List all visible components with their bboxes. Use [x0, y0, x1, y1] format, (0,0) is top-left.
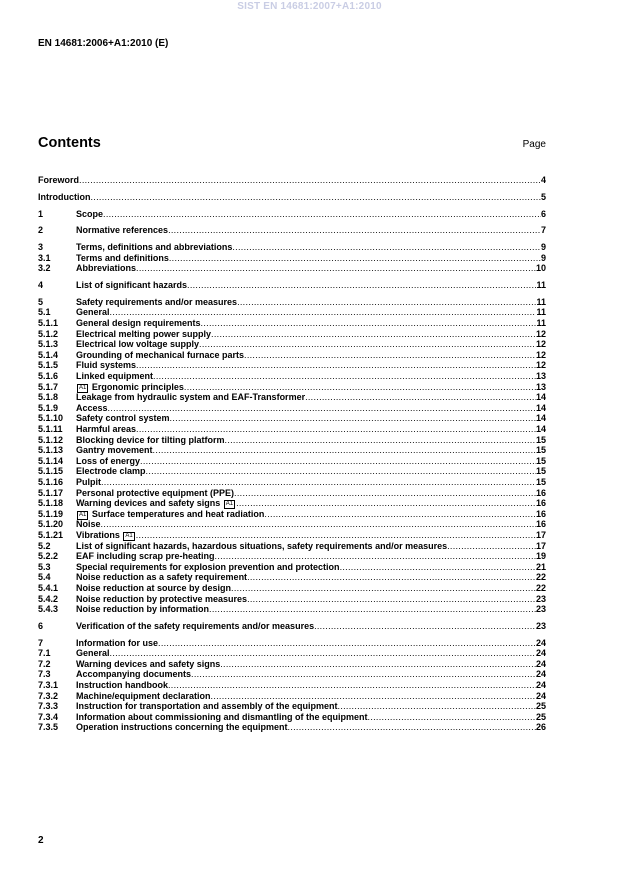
dot-leader: [201, 318, 537, 329]
toc-entry-title-wrap: [76, 722, 288, 733]
toc-entry[interactable]: [38, 371, 546, 382]
watermark: SIST EN 14681:2007+A1:2010: [237, 1, 382, 12]
toc-entry-page: 10: [535, 263, 546, 274]
toc-entry-number: 5.4.1: [38, 582, 59, 593]
toc-entry-page: 7: [540, 225, 546, 236]
toc-entry-title-wrap: [76, 551, 215, 562]
toc-entry-number: 5.1.19: [38, 508, 64, 519]
dot-leader: [314, 621, 536, 632]
dot-leader: [220, 659, 536, 670]
toc-entry[interactable]: [38, 297, 546, 308]
toc-entry-title: Linked equipment: [76, 371, 154, 382]
toc-entry-page: 11: [536, 280, 546, 291]
toc-entry-title: EAF including scrap pre-heating: [76, 551, 215, 562]
amendment-close-marker-icon: A1: [125, 532, 133, 539]
toc-entry-title-wrap: [76, 562, 340, 573]
toc-entry-title-wrap: [76, 648, 110, 659]
toc-entry[interactable]: [38, 192, 546, 203]
toc-entry-title: Gantry movement: [76, 445, 153, 456]
toc-entry[interactable]: [38, 551, 546, 562]
toc-entry-number: 7: [38, 637, 44, 648]
toc-entry-number: 5.1.10: [38, 413, 64, 424]
toc-entry-title-wrap: [76, 466, 146, 477]
dot-leader: [264, 509, 536, 520]
toc-entry[interactable]: [38, 339, 546, 350]
dot-leader: [244, 350, 536, 361]
dot-leader: [305, 392, 536, 403]
toc-entry-title: Noise reduction by information: [76, 604, 210, 615]
toc-entry-page: 23: [535, 593, 546, 604]
dot-leader: [340, 562, 536, 573]
toc-entry[interactable]: [38, 659, 546, 670]
dot-leader: [234, 488, 536, 499]
toc-entry-number: 3.2: [38, 263, 51, 274]
toc-entry-page: 15: [535, 455, 546, 466]
toc-entry-title: Instruction handbook: [76, 680, 168, 691]
toc-entry-title: Introduction: [38, 191, 91, 202]
toc-entry[interactable]: [38, 242, 546, 253]
toc-entry[interactable]: [38, 175, 546, 186]
toc-entry-number: 7.1: [38, 648, 51, 659]
toc-entry[interactable]: [38, 648, 546, 659]
dot-leader: [170, 413, 536, 424]
dot-leader: [338, 701, 536, 712]
toc-entry[interactable]: [38, 403, 546, 414]
toc-entry[interactable]: [38, 225, 546, 236]
toc-entry-page: 25: [535, 701, 546, 712]
toc-entry-title-wrap: [76, 519, 101, 530]
toc-entry-page: 22: [535, 582, 546, 593]
dot-leader: [368, 712, 536, 723]
toc-entry-page: 17: [535, 540, 546, 551]
toc-entry-page: 12: [535, 339, 546, 350]
dot-leader: [211, 329, 536, 340]
toc-entry-number: 7.3.3: [38, 701, 59, 712]
toc-entry-number: 7.3.4: [38, 711, 59, 722]
toc-entry-title-wrap: [76, 572, 247, 583]
toc-entry-page: 11: [536, 318, 546, 329]
toc-entry-title-wrap: [76, 659, 220, 670]
toc-entry-title: Special requirements for explosion prevention and protection: [76, 561, 340, 572]
toc-entry-page: 13: [535, 371, 546, 382]
toc-entry-title: Noise: [76, 519, 101, 530]
dot-leader: [211, 691, 536, 702]
toc-entry-page: 4: [540, 175, 546, 185]
toc-entry-title: Accompanying documents: [76, 669, 192, 680]
toc-entry-title-wrap: [76, 318, 201, 329]
toc-entry-page: 15: [535, 466, 546, 477]
toc-entry-title: Fluid systems: [76, 360, 137, 371]
toc-entry[interactable]: [38, 701, 546, 712]
dot-leader: [247, 572, 536, 583]
toc-entry-title-wrap: [76, 242, 232, 253]
toc-entry-page: 24: [535, 648, 546, 659]
dot-leader: [136, 530, 536, 541]
toc-entry[interactable]: [38, 488, 546, 499]
toc-entry-title: Electrical melting power supply: [76, 328, 212, 339]
toc-entry-number: 3.1: [38, 252, 51, 263]
toc-entry-title-wrap: [76, 541, 447, 552]
toc-entry-title-wrap: [76, 638, 158, 649]
dot-leader: [237, 297, 536, 308]
toc-entry-number: 5.1.11: [38, 424, 63, 434]
toc-entry-number: 5.1.16: [38, 476, 64, 487]
toc-entry-number: 5.1.18: [38, 498, 64, 509]
toc-entry-page: 13: [535, 381, 546, 392]
toc-entry-title: Terms, definitions and abbreviations: [76, 242, 233, 253]
toc-entry-page: 22: [535, 572, 546, 583]
toc-entry-page: 16: [535, 519, 546, 530]
toc-entry-number: 5.1.13: [38, 445, 64, 456]
toc-entry[interactable]: [38, 519, 546, 530]
dot-leader: [79, 175, 541, 186]
toc-entry-number: 5.1.5: [38, 360, 59, 371]
toc-entry[interactable]: [38, 594, 546, 605]
document-id: EN 14681:2006+A1:2010 (E): [38, 38, 169, 49]
toc-entry[interactable]: [38, 498, 546, 509]
toc-entry-title-wrap: [76, 280, 187, 291]
toc-entry-title: Noise reduction at source by design: [76, 582, 232, 593]
dot-leader: [231, 583, 536, 594]
toc-entry-page: 9: [540, 252, 546, 263]
toc-entry-number: 5.2.2: [38, 551, 59, 562]
toc-entry-number: 5.1.6: [38, 371, 59, 382]
amendment-open-marker-icon: A1: [79, 511, 87, 518]
toc-entry-number: 5.1.8: [38, 392, 59, 403]
dot-leader: [168, 680, 536, 691]
dot-leader: [215, 551, 536, 562]
toc-entry[interactable]: [38, 509, 546, 520]
toc-entry-number: 5.1.2: [38, 328, 59, 339]
toc-entry-page: 15: [535, 445, 546, 456]
dot-leader: [110, 648, 536, 659]
toc-entry-title-wrap: [76, 669, 191, 680]
toc-entry-title: Terms and definitions: [76, 252, 169, 263]
toc-entry-title-wrap: [76, 477, 101, 488]
toc-entry-number: 5.4: [38, 572, 51, 583]
toc-entry-title: Personal protective equipment (PPE): [76, 487, 235, 498]
dot-leader: [110, 307, 537, 318]
toc-entry-title-wrap: [76, 371, 153, 382]
dot-leader: [146, 466, 536, 477]
toc-entry-number: 5.1.15: [38, 466, 64, 477]
toc-entry-title: Loss of energy: [76, 455, 141, 466]
toc-entry-number: 5.1: [38, 307, 51, 318]
toc-entry-title: Operation instructions concerning the equipment: [76, 722, 288, 733]
toc-entry-page: 24: [535, 680, 546, 691]
toc-entry-title-wrap: [76, 604, 209, 615]
toc-entry-number: 4: [38, 280, 44, 291]
toc-entry-page: 23: [535, 620, 546, 631]
toc-entry-number: 5.1.4: [38, 349, 59, 360]
toc-entry-title-wrap: [76, 253, 169, 264]
toc-entry[interactable]: [38, 541, 546, 552]
dot-leader: [191, 669, 536, 680]
dot-leader: [153, 371, 536, 382]
toc-entry[interactable]: [38, 638, 546, 649]
toc-entry-page: 12: [535, 349, 546, 360]
toc-entry-title: Blocking device for tilting platform: [76, 434, 225, 445]
toc-entry-title-wrap: [76, 594, 247, 605]
toc-entry-number: 1: [38, 208, 44, 219]
toc-entry-title: Warning devices and safety signs: [76, 658, 221, 669]
amendment-close-marker-icon: A1: [225, 501, 234, 508]
toc-entry-title: Safety control system: [76, 413, 170, 424]
toc-entry-page: 26: [535, 722, 546, 733]
toc-entry-number: 7.3.2: [38, 690, 59, 701]
toc-entry[interactable]: [38, 621, 546, 632]
toc-entry-page: 11: [536, 307, 546, 318]
toc-entry-title-wrap: [76, 413, 170, 424]
toc-entry[interactable]: [38, 329, 546, 340]
toc-entry[interactable]: [38, 572, 546, 583]
toc-entry-title-wrap: [76, 583, 231, 594]
toc-entry-page: 6: [540, 208, 546, 219]
toc-entry-number: 5.3: [38, 561, 51, 572]
toc-entry-title: Vibrations: [76, 529, 120, 540]
toc-entry-page: 14: [535, 424, 546, 434]
toc-entry-title-wrap: [76, 225, 168, 236]
toc-entry-title: Harmful areas: [76, 424, 137, 434]
toc-entry-number: 5.1.20: [38, 519, 64, 530]
toc-entry-page: 9: [540, 242, 546, 253]
toc-entry-title: Machine/equipment declaration: [76, 690, 211, 701]
amendment-open-marker-icon: A1: [79, 384, 87, 391]
toc-entry-title-wrap: [76, 307, 110, 318]
toc-entry-title: Noise reduction as a safety requirement: [76, 572, 248, 583]
toc-entry-title-wrap: [76, 392, 305, 403]
toc-entry-title: Ergonomic principles: [91, 381, 184, 392]
toc-entry-title: List of significant hazards: [76, 280, 188, 291]
toc-entry-page: 11: [536, 296, 546, 307]
toc-entry-page: 12: [535, 328, 546, 339]
toc-entry-title: Verification of the safety requirements and/or measures: [76, 620, 315, 631]
toc-entry-title: Electrode clamp: [76, 466, 146, 477]
toc-entry[interactable]: [38, 722, 546, 733]
toc-entry-number: 6: [38, 620, 44, 631]
dot-leader: [236, 498, 536, 509]
toc-entry-number: 5.2: [38, 540, 51, 551]
toc-entry-page: 5: [540, 191, 546, 202]
toc-entry-page: 23: [535, 604, 546, 615]
toc-entry-title-wrap: [76, 403, 108, 414]
toc-entry-title-wrap: [76, 350, 244, 361]
toc-entry-page: 17: [535, 529, 546, 540]
toc-entry[interactable]: [38, 445, 546, 456]
toc-entry-page: 15: [535, 434, 546, 445]
toc-entry-title: Safety requirements and/or measures: [76, 296, 238, 307]
toc-entry-title: Leakage from hydraulic system and EAF-Transformer: [76, 392, 306, 403]
toc-entry-title-wrap: [76, 339, 199, 350]
dot-leader: [288, 722, 536, 733]
toc-entry-number: 5.4.2: [38, 593, 59, 604]
toc-entry[interactable]: [38, 350, 546, 361]
toc-entry-number: 5.1.12: [38, 434, 64, 445]
dot-leader: [184, 382, 536, 393]
dot-leader: [108, 403, 536, 414]
toc-entry[interactable]: [38, 253, 546, 264]
dot-leader: [447, 541, 536, 552]
toc-entry-title: General: [76, 648, 110, 659]
table-of-contents: [38, 175, 546, 733]
dot-leader: [140, 456, 536, 467]
toc-entry-title: Pulpit: [76, 476, 101, 487]
toc-entry-title-wrap: [76, 424, 136, 435]
toc-entry[interactable]: [38, 562, 546, 573]
toc-entry-title-wrap: [76, 209, 103, 220]
dot-leader: [103, 209, 541, 220]
toc-entry[interactable]: [38, 604, 546, 615]
dot-leader: [136, 360, 536, 371]
toc-entry-title-wrap: [76, 680, 168, 691]
toc-entry-page: 24: [535, 690, 546, 701]
toc-entry-number: 5.1.1: [38, 318, 59, 329]
toc-entry[interactable]: [38, 382, 546, 393]
toc-entry-title-wrap: [76, 509, 264, 520]
dot-leader: [209, 604, 536, 615]
toc-entry[interactable]: [38, 263, 546, 274]
toc-entry[interactable]: [38, 680, 546, 691]
page-number: 2: [38, 835, 44, 846]
toc-entry-page: 21: [535, 561, 546, 572]
dot-leader: [187, 280, 536, 291]
dot-leader: [169, 253, 541, 264]
toc-entry-title: Information for use: [76, 637, 159, 648]
toc-entry-title: List of significant hazards, hazardous situations, safety requirements and/or measures: [76, 540, 448, 551]
toc-entry-number: 7.3: [38, 669, 51, 680]
toc-entry-page: 16: [535, 498, 546, 509]
toc-entry-number: 7.3.1: [38, 680, 59, 691]
toc-entry[interactable]: [38, 413, 546, 424]
page-column-label: Page: [522, 139, 546, 150]
toc-entry-title: Information about commissioning and dismantling of the equipment: [76, 711, 368, 722]
toc-entry-title-wrap: [76, 530, 136, 541]
toc-entry-title-wrap: [76, 329, 211, 340]
dot-leader: [136, 424, 536, 435]
toc-entry-number: 7.2: [38, 658, 51, 669]
toc-entry-title: Electrical low voltage supply: [76, 339, 200, 350]
toc-entry-page: 14: [535, 392, 546, 403]
dot-leader: [232, 242, 541, 253]
toc-entry-title: Noise reduction by protective measures: [76, 593, 248, 604]
toc-entry-number: 5.1.21: [38, 529, 64, 540]
toc-entry[interactable]: [38, 280, 546, 291]
toc-entry-page: 12: [535, 360, 546, 371]
dot-leader: [101, 477, 536, 488]
toc-entry-title: General design requirements: [76, 318, 201, 329]
toc-entry-title-wrap: [76, 435, 225, 446]
toc-entry[interactable]: [38, 435, 546, 446]
dot-leader: [91, 192, 541, 203]
toc-entry[interactable]: [38, 669, 546, 680]
toc-entry[interactable]: [38, 530, 546, 541]
toc-entry[interactable]: [38, 392, 546, 403]
toc-entry[interactable]: [38, 209, 546, 220]
toc-entry[interactable]: [38, 466, 546, 477]
dot-leader: [158, 638, 536, 649]
toc-entry-page: 19: [535, 551, 546, 562]
dot-leader: [101, 519, 536, 530]
toc-entry-page: 16: [535, 487, 546, 498]
toc-entry-number: 5.1.14: [38, 455, 64, 466]
toc-entry-title: Grounding of mechanical furnace parts: [76, 349, 245, 360]
toc-entry-title: Foreword: [38, 175, 80, 185]
toc-entry-title-wrap: [76, 445, 153, 456]
dot-leader: [225, 435, 536, 446]
toc-entry-number: 2: [38, 225, 44, 236]
toc-entry-title-wrap: [76, 488, 234, 499]
toc-entry-title: Scope: [76, 208, 104, 219]
toc-entry-page: 15: [535, 476, 546, 487]
toc-entry-page: 24: [535, 658, 546, 669]
toc-entry-number: 5.1.3: [38, 339, 59, 350]
toc-entry-number: 5.1.17: [38, 487, 64, 498]
toc-entry-page: 14: [535, 402, 546, 413]
toc-entry-number: 5.1.9: [38, 402, 59, 413]
toc-entry-title-wrap: [76, 498, 236, 509]
dot-leader: [199, 339, 536, 350]
toc-entry[interactable]: [38, 318, 546, 329]
toc-entry-page: 14: [535, 413, 546, 424]
toc-entry-title-wrap: [38, 175, 79, 186]
toc-entry-title-wrap: [76, 297, 237, 308]
toc-entry-title-wrap: [76, 263, 136, 274]
toc-entry[interactable]: [38, 424, 546, 435]
toc-entry-title: Normative references: [76, 225, 169, 236]
toc-entry-title-wrap: [76, 456, 140, 467]
dot-leader: [136, 263, 536, 274]
dot-leader: [153, 445, 536, 456]
toc-entry-title-wrap: [76, 691, 211, 702]
toc-entry[interactable]: [38, 360, 546, 371]
toc-entry[interactable]: [38, 477, 546, 488]
toc-entry-title: Abbreviations: [76, 263, 137, 274]
dot-leader: [247, 594, 536, 605]
toc-entry-page: 24: [535, 637, 546, 648]
toc-entry-title: General: [76, 307, 110, 318]
toc-entry-title-wrap: [76, 701, 338, 712]
toc-entry[interactable]: [38, 712, 546, 723]
toc-entry[interactable]: [38, 307, 546, 318]
toc-entry-page: 25: [535, 711, 546, 722]
toc-entry-title: Surface temperatures and heat radiation: [91, 508, 265, 519]
toc-entry-title-wrap: [76, 382, 184, 393]
toc-entry-number: 3: [38, 242, 44, 253]
toc-entry-title-wrap: [38, 192, 91, 203]
toc-entry-number: 5: [38, 296, 44, 307]
toc-entry-page: 24: [535, 669, 546, 680]
toc-entry-title-wrap: [76, 621, 314, 632]
contents-title: Contents: [38, 135, 101, 151]
toc-entry-title-wrap: [76, 712, 368, 723]
toc-entry-number: 5.1.7: [38, 381, 59, 392]
toc-entry-title: Access: [76, 402, 108, 413]
toc-entry-title: Warning devices and safety signs: [76, 498, 221, 509]
toc-entry-title-wrap: [76, 360, 136, 371]
dot-leader: [168, 225, 541, 236]
toc-entry[interactable]: [38, 583, 546, 594]
toc-entry[interactable]: [38, 456, 546, 467]
toc-entry-title: Instruction for transportation and assembly of the equipment: [76, 701, 338, 712]
toc-entry-number: 5.4.3: [38, 604, 59, 615]
toc-entry[interactable]: [38, 691, 546, 702]
toc-entry-number: 7.3.5: [38, 722, 59, 733]
toc-entry-page: 16: [535, 508, 546, 519]
